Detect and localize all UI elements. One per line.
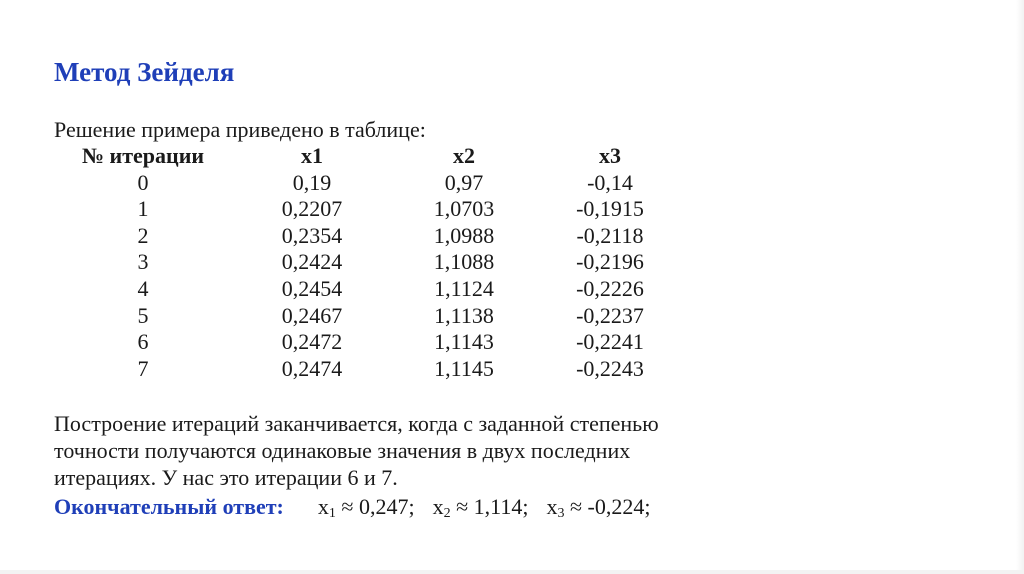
conclusion-line: итерациях. У нас это итерации 6 и 7. [54, 465, 398, 490]
table-header-row [54, 143, 684, 170]
table-row [54, 170, 684, 197]
table-row [54, 329, 684, 356]
table-row [54, 249, 684, 276]
cell-x3: -0,1915 [576, 196, 644, 222]
cell-x3: -0,14 [587, 169, 633, 195]
cell-x2: 1,0988 [433, 222, 495, 248]
cell-x1: 0,2472 [281, 329, 343, 355]
slide-title: Метод Зейделя [54, 57, 235, 87]
answer-subscript: 2 [443, 506, 451, 521]
answer-var: x [546, 494, 558, 519]
cell-x1: 0,2474 [281, 355, 343, 381]
cell-x2: 1,0703 [433, 196, 495, 222]
answer-var: x [432, 494, 444, 519]
table-row [54, 303, 684, 330]
final-answer-label: Окончательный ответ: [54, 494, 284, 519]
answer-value: ≈ -0,224; [564, 494, 651, 519]
cell-iteration: 5 [137, 302, 149, 328]
table-row [54, 196, 684, 223]
answer-var: x [317, 494, 329, 519]
header-x2: x2 [453, 143, 475, 168]
answer-value: ≈ 0,247; [335, 494, 415, 519]
cell-iteration: 7 [137, 355, 149, 381]
slide-edge-bottom [0, 570, 1024, 574]
cell-x3: -0,2226 [576, 275, 644, 301]
table-row [54, 223, 684, 250]
cell-x3: -0,2196 [576, 249, 644, 275]
cell-x1: 0,19 [292, 169, 332, 195]
cell-iteration: 0 [137, 169, 149, 195]
cell-iteration: 3 [137, 249, 149, 275]
header-iteration: № итерации [81, 143, 205, 168]
iterations-table [54, 143, 684, 382]
cell-x2: 0,97 [444, 169, 484, 195]
cell-iteration: 4 [137, 275, 149, 301]
cell-x3: -0,2118 [576, 222, 644, 248]
table-row [54, 356, 684, 383]
cell-iteration: 6 [137, 329, 149, 355]
cell-x1: 0,2424 [281, 249, 343, 275]
final-answer [54, 493, 650, 528]
cell-x2: 1,1143 [434, 329, 494, 355]
conclusion-line: Построение итераций заканчивается, когда с заданной степенью [54, 411, 659, 436]
cell-x1: 0,2354 [281, 222, 343, 248]
answer-subscript: 3 [557, 506, 565, 521]
conclusion-line: точности получаются одинаковые значения в двух последних [54, 438, 631, 463]
answer-value: ≈ 1,114; [450, 494, 529, 519]
slide-edge-right [1016, 0, 1024, 574]
table-body [54, 170, 684, 383]
cell-x2: 1,1145 [434, 355, 494, 381]
cell-x1: 0,2207 [281, 196, 343, 222]
answer-x3 [546, 493, 650, 528]
intro-text: Решение примера приведено в таблице: [54, 117, 426, 142]
cell-x2: 1,1088 [433, 249, 495, 275]
cell-x1: 0,2454 [281, 275, 343, 301]
conclusion-paragraph [54, 410, 659, 491]
answer-x2 [433, 493, 529, 528]
header-x1: x1 [301, 143, 323, 168]
answer-subscript: 1 [328, 506, 336, 521]
table-row [54, 276, 684, 303]
cell-x3: -0,2241 [576, 329, 644, 355]
cell-x3: -0,2237 [576, 302, 644, 328]
cell-iteration: 2 [137, 222, 149, 248]
answer-x1 [318, 493, 415, 528]
cell-x2: 1,1138 [434, 302, 494, 328]
header-x3: x3 [599, 143, 621, 168]
cell-x2: 1,1124 [434, 275, 494, 301]
cell-iteration: 1 [137, 196, 149, 222]
cell-x1: 0,2467 [281, 302, 343, 328]
cell-x3: -0,2243 [576, 355, 644, 381]
